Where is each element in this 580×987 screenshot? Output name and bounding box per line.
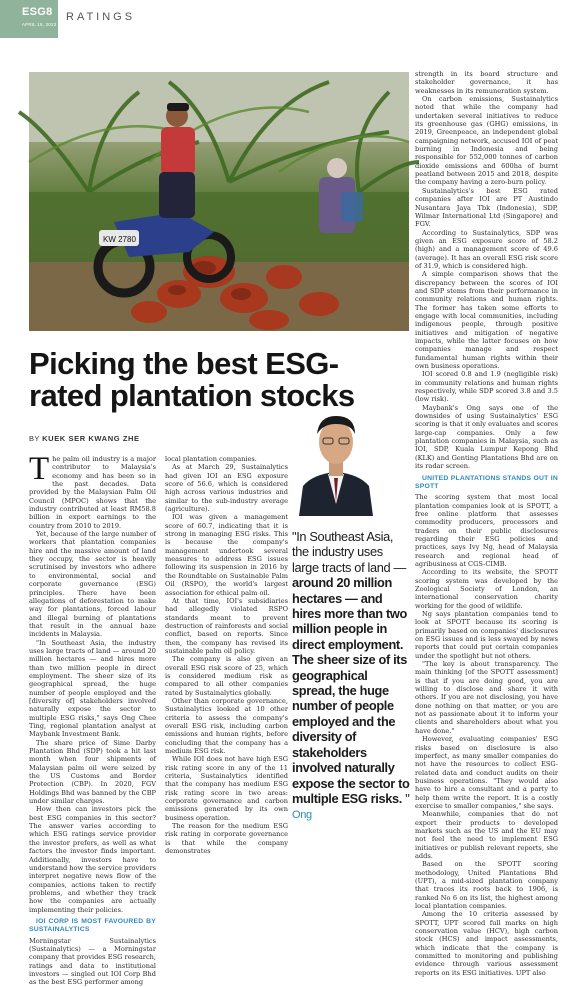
- body-column-3: [415, 70, 558, 977]
- byline: [29, 434, 140, 443]
- paragraph: Ng says plantation companies tend to look at SPOTT because its scoring is primarily based on companies' disclosures on ESG issues and is less swayed by news reports that could put certain companies under the spotlight but not others.: [415, 610, 558, 660]
- page-folio: [0, 0, 58, 38]
- paragraph: The reason for the medium ESG risk rating in corporate governance is that while the company demonstrates: [165, 822, 288, 856]
- paragraph: Other than corporate governance, Sustainalytics looked at 10 other criteria to assess the company's overall ESG risk, including carbon emissions and human rights, before concluding that the company has a medium ESG risk.: [165, 696, 288, 756]
- section-label: RATINGS: [66, 11, 136, 23]
- body-column-1: [29, 451, 156, 987]
- byline-author: KUEK SER KWANG ZHE: [42, 434, 140, 443]
- paragraph: IOI scored 0.8 and 1.9 (negligible risk) in community relations and human rights respectively, while SDP scored 3.8 and 3.5 (low risk).: [415, 370, 558, 404]
- paragraph: At that time, IOI's subsidiaries had allegedly violated RSPO standards meant to prevent destruction of rainforests and social conflict, based on reports. Since then, the company has revised its sustainable palm oil policy.: [165, 596, 288, 655]
- issue-date: APRIL 18, 2022: [22, 22, 57, 27]
- paragraph: Meanwhile, companies that do not export their products to developed markets such as the US and the EU may not feel the need to implement ESG initiatives or publish relevant reports, she adds.: [415, 810, 558, 860]
- paragraph: Sustainalytics's best ESG rated companies after IOI are PT Austindo Nusantara Jaya Tbk (Indonesia), SDP, Wilmar International Ltd (Singapore) and FGV.: [415, 186, 558, 229]
- pull-quote-emphasis: around 20 million hectares — and hires more than two million people in direct employment. The sheer size of its geographical spread, the huge number of people employed and the diversity of stakeholders involved naturally expose the sector to multiple ESG risks.: [292, 575, 410, 806]
- paragraph: According to its website, the SPOTT scoring system was developed by the Zoological Society of London, an international conservation charity working for the good of wildlife.: [415, 568, 558, 610]
- paragraph: A simple comparison shows that the discrepancy between the scores of IOI and SDP stems from their performance in community relations and human rights. The former has taken some efforts to engage with local communities, including indigenous people, through positive initiatives and mitigation of negative impacts, while the latter focuses on how companies manage and respect fundamental human rights within their own business operations.: [415, 270, 558, 371]
- plate-text: KW 2780: [103, 235, 136, 244]
- paragraph: While IOI does not have high ESG risk rating score in any of the 11 criteria, Sustainalytics identified that the company has medium ESG risk rating score in two areas: corporate governance and carbon emissions generated by its own business operation.: [165, 755, 288, 822]
- headline: Picking the best ESG-rated plantation stocks: [29, 346, 355, 413]
- pull-quote-speaker: Ong: [292, 809, 312, 822]
- drop-cap: T: [29, 451, 50, 487]
- paragraph: The scoring system that most local plantation companies look at is SPOTT, a free online platform that assesses commodity producers, processors and traders on their public disclosures regarding their ESG policies and practices, says Ivy Ng, head of Malaysia research and regional head of agribusiness at CGS-CIMB.: [415, 493, 558, 568]
- paragraph: Based on the SPOTT scoring methodology, United Plantations Bhd (UPT), a mid-sized plantation company that traces its roots back to 1906, is ranked No 6 on its list, the highest among local plantation companies.: [415, 860, 558, 911]
- paragraph: On carbon emissions, Sustainalytics noted that while the company had undertaken several initiatives to reduce its greenhouse gas (GHG) emissions, in 2019, Greenpeace, an independent global campaigning network, accused IOI of peat burning in Indonesia and being responsible for 552,000 tonnes of carbon dioxide emissions and 600ha of burnt peatland between 2015 and 2018, despite the company having a zero-burn policy.: [415, 95, 558, 187]
- paragraph: The share price of Sime Darby Plantation Bhd (SDP) took a hit last month when four shipments of Malaysian palm oil were seized by the US Customs and Border Protection (CBP). In 2020, FGV Holdings Bhd was banned by the CBP under similar charges.: [29, 738, 156, 806]
- plantation-illustration: [29, 72, 409, 331]
- paragraph: local plantation companies.: [165, 455, 257, 463]
- paragraph: "The key is about transparency. The main thinking [of the SPOTT assessment] is that if you are doing good, you are willing to disclose and share it with others. If you are not disclosing, you have done nothing on that matter, or you are not as passionate about it to inform your clients and shareholders about what you have done.": [415, 660, 558, 735]
- paragraph: According to Sustainalytics, SDP was given an ESG exposure score of 58.2 (high) and a management score of 49.6 (average). It has an overall ESG risk score of 31.9, which is considered high.: [415, 228, 558, 270]
- subheading: UNITED PLANTATIONS STANDS OUT IN SPOTT: [415, 474, 558, 490]
- plantation-photo: [29, 72, 409, 331]
- body-column-2: [165, 455, 288, 856]
- paragraph: The company is also given an overall ESG risk score of 25, which is considered medium risk as compared to all other companies rated by Sustainalytics globally.: [165, 655, 288, 697]
- analyst-portrait: [295, 404, 377, 516]
- paragraph: However, evaluating companies' ESG risks based on disclosure is also imperfect, as many smaller companies do not have the resources to collect ESG-related data and conduct audits on their business operations. "They would also have to hire a consultant and a party to help them write the report. It is a costly exercise to smaller companies," she says.: [415, 735, 558, 810]
- subheading: IOI CORP IS MOST FAVOURED BY SUSTAINALYTICS: [29, 917, 156, 934]
- paragraph: "In Southeast Asia, the industry uses large tracts of land — around 20 million hectares — and hires more than two million people in direct employment. The sheer size of its geographical spread, the huge number of people employed and the [diversity of] stakeholders involved naturally expose the sector to multiple ESG risks," says Ong Chee Ting, regional plantation analyst at Maybank Investment Bank.: [29, 638, 156, 739]
- paragraph: Maybank's Ong says one of the downsides of using Sustainalytics' ESG scoring is that it only evaluates and scores large-cap companies. Only a few plantation companies in Malaysia, such as IOI, SDP, Kuala Lumpur Kepong Bhd (KLK) and Genting Plantations Bhd are on its radar screen.: [415, 403, 558, 471]
- byline-prefix: BY: [29, 434, 40, 443]
- paragraph: As at March 29, Sustainalytics had given IOI an ESG exposure score of 56.6, which is considered high across various industries and similar to the sub-industry average (agriculture).: [165, 463, 288, 514]
- pull-quote-close: ": [401, 790, 410, 806]
- paragraph: The palm oil industry is a major contributor to Malaysia's economy and has been so in the past decades. Data provided by the Malaysian Palm Oil Council (MPOC) shows that the industry contributed at least RM58.8 billion in export earnings to the country from 2010 to 2019.: [29, 451, 156, 530]
- pull-quote-lead: "In Southeast Asia, the industry uses large tracts of land —: [292, 529, 406, 575]
- paragraph: Morningstar Sustainalytics (Sustainalytics) — a Morningstar company that provides ESG research, ratings and data to institutional investors — singled out IOI Corp Bhd as the best ESG performer among: [29, 936, 156, 987]
- paragraph: strength in its board structure and stakeholder governance, it has weaknesses in its remuneration system.: [415, 70, 558, 95]
- paragraph: Among the 10 criteria assessed by SPOTT, UPT scored full marks on high conservation value (HCV), high carbon stock (HCS) and impact assessments, which indicate that the company is committed to monitoring and publishing evidence through various assessment reports on its ESG initiatives. UPT also: [415, 910, 558, 977]
- paragraph: How then can investors pick the best ESG companies in this sector? The answer varies according to which ESG ratings service provider the investor prefers, as well as what factors the investor finds important. Additionally, investors have to understand how the service providers interpret negative news flow of the companies, actions taken to rectify problems, and whether they track how the companies are actually implementing their policies.: [29, 805, 156, 914]
- paragraph: Yet, because of the large number of workers that plantation companies hire and the massive amount of land they occupy, the sector is heavily scrutinised by investors who adhere to environmental, social and corporate governance (ESG) principles. There have been allegations of deforestation to make way for plantations, forced labour and illegal burning of plantations that result in the annual haze incidents in Malaysia.: [29, 530, 156, 639]
- page-number: ESG8: [22, 6, 53, 18]
- pull-quote: [292, 529, 410, 824]
- paragraph: IOI was given a management score of 60.7, indicating that it is strong in managing ESG risks. This is because the company's management undertook several measures to address ESG issues following its suspension in 2016 by the Roundtable on Sustainable Palm Oil (RSPO), the world's largest association for ethical palm oil.: [165, 513, 288, 597]
